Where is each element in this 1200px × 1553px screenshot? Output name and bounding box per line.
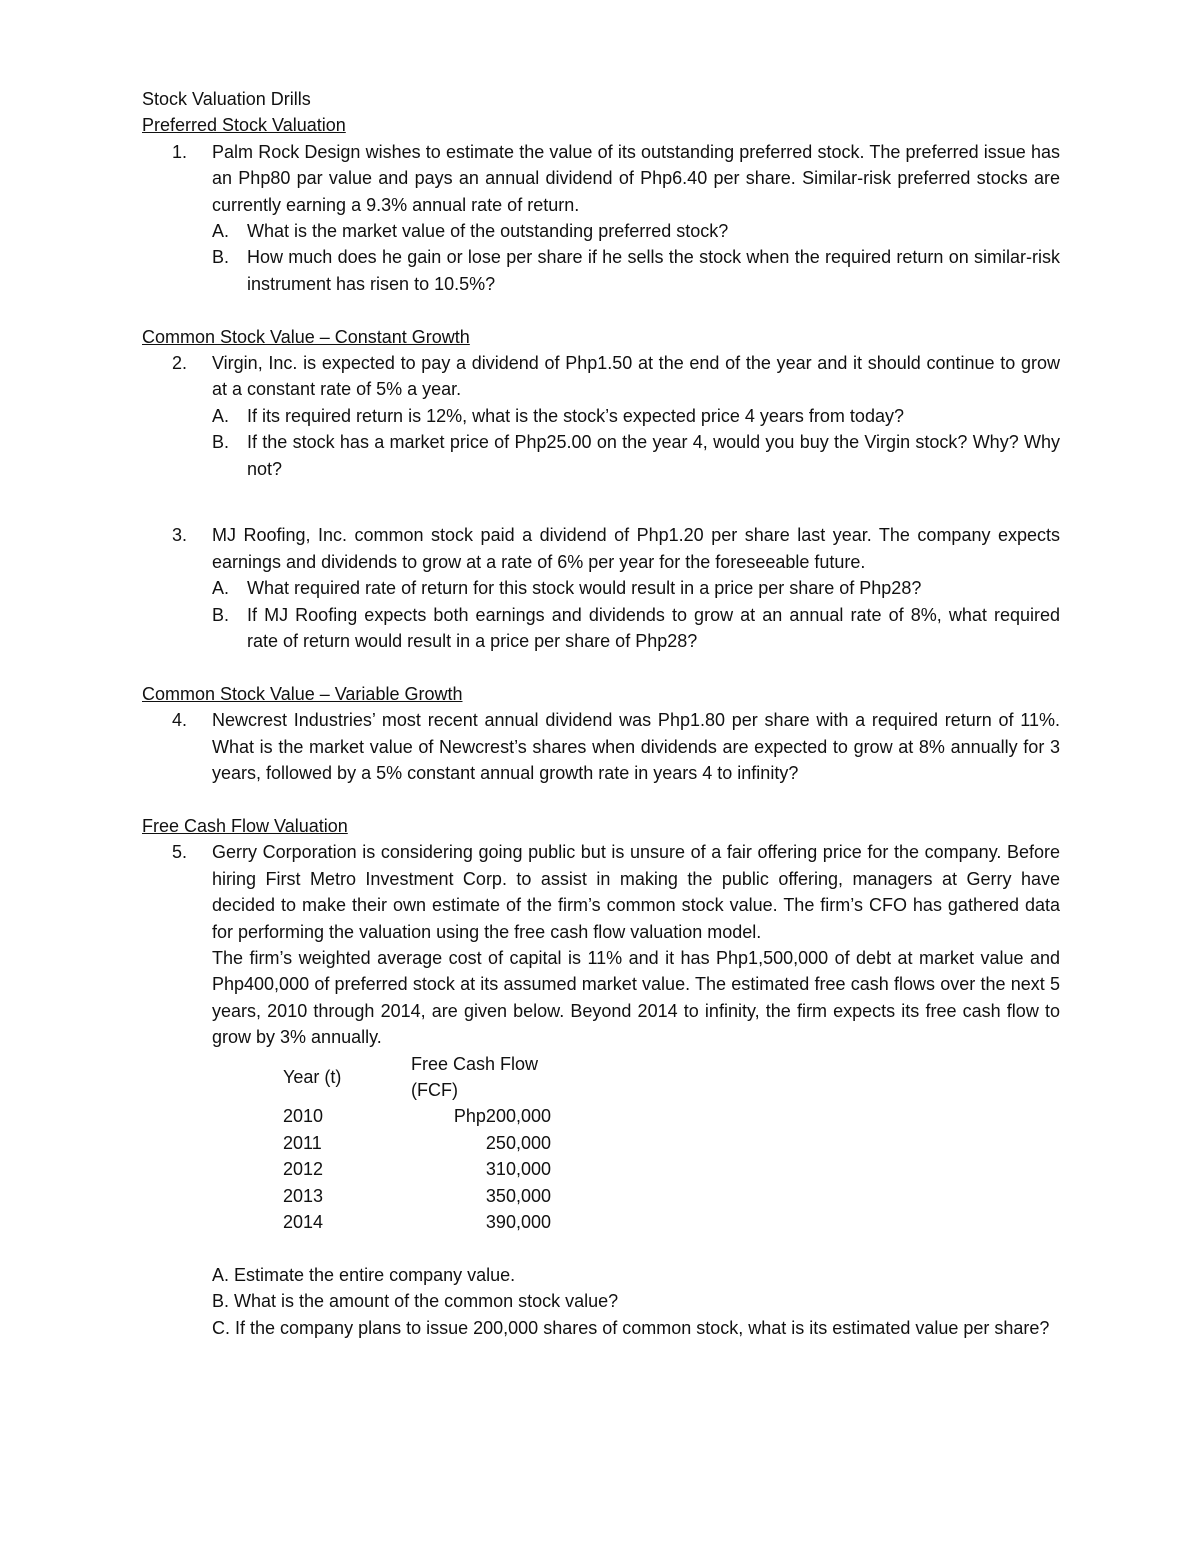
sub-letter: B.	[212, 604, 230, 625]
sub-text: How much does he gain or lose per share if he sells the stock when the required return on similar-risk instrument has risen to 10.5%?	[247, 247, 1060, 294]
table-row	[283, 1209, 551, 1235]
problem-number: 4.	[172, 710, 188, 731]
cell-fcf: 390,000	[485, 1212, 551, 1232]
table-row	[283, 1130, 551, 1156]
fcf-table	[283, 1051, 551, 1236]
document-title: Stock Valuation Drills	[142, 89, 311, 109]
problem-3	[142, 522, 1060, 654]
sub-question-b	[212, 429, 1060, 482]
sub-question-a	[212, 403, 1060, 429]
table-row	[283, 1183, 551, 1209]
sub-letter: B.	[212, 432, 230, 453]
problem-text: MJ Roofing, Inc. common stock paid a dividend of Php1.20 per share last year. The company expects earnings and dividends to grow at a rate of 6% per year for the foreseeable future.	[212, 525, 1060, 572]
problem-number: 1.	[172, 141, 188, 162]
problem-number: 3.	[172, 525, 188, 546]
cell-fcf: 310,000	[485, 1159, 551, 1180]
problem-body	[212, 139, 1060, 297]
sub-question-a	[212, 575, 1060, 601]
sub-question-a	[212, 218, 1060, 244]
cell-year: 2014	[283, 1212, 324, 1232]
cell-year: 2012	[283, 1159, 324, 1180]
problem-2	[142, 350, 1060, 482]
section-heading-constant-growth: Common Stock Value – Constant Growth	[142, 326, 470, 347]
section-heading-free-cash-flow: Free Cash Flow Valuation	[142, 815, 348, 836]
question-a: A. Estimate the entire company value.	[212, 1264, 516, 1285]
problem-body	[212, 522, 1060, 654]
sub-text: If MJ Roofing expects both earnings and dividends to grow at an annual rate of 8%, what required rate of return would result in a price per share of Php28?	[247, 604, 1060, 652]
column-header-fcf: Free Cash Flow (FCF)	[411, 1053, 539, 1100]
question-c: C. If the company plans to issue 200,000 shares of common stock, what is its estimated value per share?	[212, 1317, 1050, 1338]
cell-year: 2013	[283, 1185, 324, 1206]
problem-body	[212, 707, 1060, 786]
problem-body	[212, 839, 1060, 1341]
sub-text: If its required return is 12%, what is the stock’s expected price 4 years from today?	[247, 405, 904, 426]
cell-fcf: 250,000	[485, 1132, 551, 1153]
sub-letter: B.	[212, 247, 230, 268]
problem-4	[142, 707, 1060, 786]
problem-text: Virgin, Inc. is expected to pay a dividend of Php1.50 at the end of the year and it should continue to grow at a constant rate of 5% a year.	[212, 353, 1060, 400]
section-heading-variable-growth: Common Stock Value – Variable Growth	[142, 683, 463, 704]
problem-number: 2.	[172, 353, 188, 374]
question-list	[212, 1262, 1060, 1341]
sub-question-b	[212, 602, 1060, 655]
problem-text-2: The firm’s weighted average cost of capital is 11% and it has Php1,500,000 of debt at market value and Php400,000 of preferred stock at its assumed market value. The estimated free cash flows over the next 5 years, 2010 through 2014, are given below. Beyond 2014 to infinity, the firm expects its free cash flow to grow by 3% annually.	[212, 947, 1060, 1048]
cell-year: 2010	[283, 1106, 324, 1127]
sub-text: If the stock has a market price of Php25.00 on the year 4, would you buy the Virgin stock? Why? Why not?	[247, 432, 1060, 479]
problem-body	[212, 350, 1060, 482]
problem-text: Gerry Corporation is considering going public but is unsure of a fair offering price for the company. Before hiring First Metro Investment Corp. to assist in making the public offering, managers at Gerry have decided to make their own estimate of the firm’s common stock value. The firm’s CFO has gathered data for performing the valuation using the free cash flow valuation model.	[212, 842, 1060, 942]
section-heading-preferred: Preferred Stock Valuation	[142, 115, 346, 136]
sub-letter: A.	[212, 221, 230, 242]
cell-fcf: 350,000	[485, 1185, 551, 1206]
problem-text: Palm Rock Design wishes to estimate the value of its outstanding preferred stock. The preferred issue has an Php80 par value and pays an annual dividend of Php6.40 per share. Similar-risk preferred stocks are currently earning a 9.3% annual rate of return.	[212, 141, 1060, 215]
column-header-year: Year (t)	[283, 1066, 342, 1087]
sub-text: What required rate of return for this stock would result in a price per share of Php28?	[247, 578, 922, 599]
sub-letter: A.	[212, 578, 230, 599]
problem-1	[142, 139, 1060, 297]
cell-fcf: Php200,000	[453, 1106, 551, 1127]
sub-letter: A.	[212, 405, 230, 426]
question-b: B. What is the amount of the common stock value?	[212, 1291, 619, 1312]
sub-question-b	[212, 244, 1060, 297]
cell-year: 2011	[283, 1132, 322, 1153]
sub-text: What is the market value of the outstanding preferred stock?	[247, 221, 729, 242]
problem-5	[142, 839, 1060, 1341]
table-row	[283, 1103, 551, 1129]
table-row	[283, 1156, 551, 1182]
problem-text: Newcrest Industries’ most recent annual dividend was Php1.80 per share with a required return of 11%. What is the market value of Newcrest’s shares when dividends are expected to grow at 8% annually for 3 years, followed by a 5% constant annual growth rate in years 4 to infinity?	[212, 710, 1060, 784]
problem-number: 5.	[172, 842, 188, 863]
table-header-row	[283, 1051, 551, 1104]
